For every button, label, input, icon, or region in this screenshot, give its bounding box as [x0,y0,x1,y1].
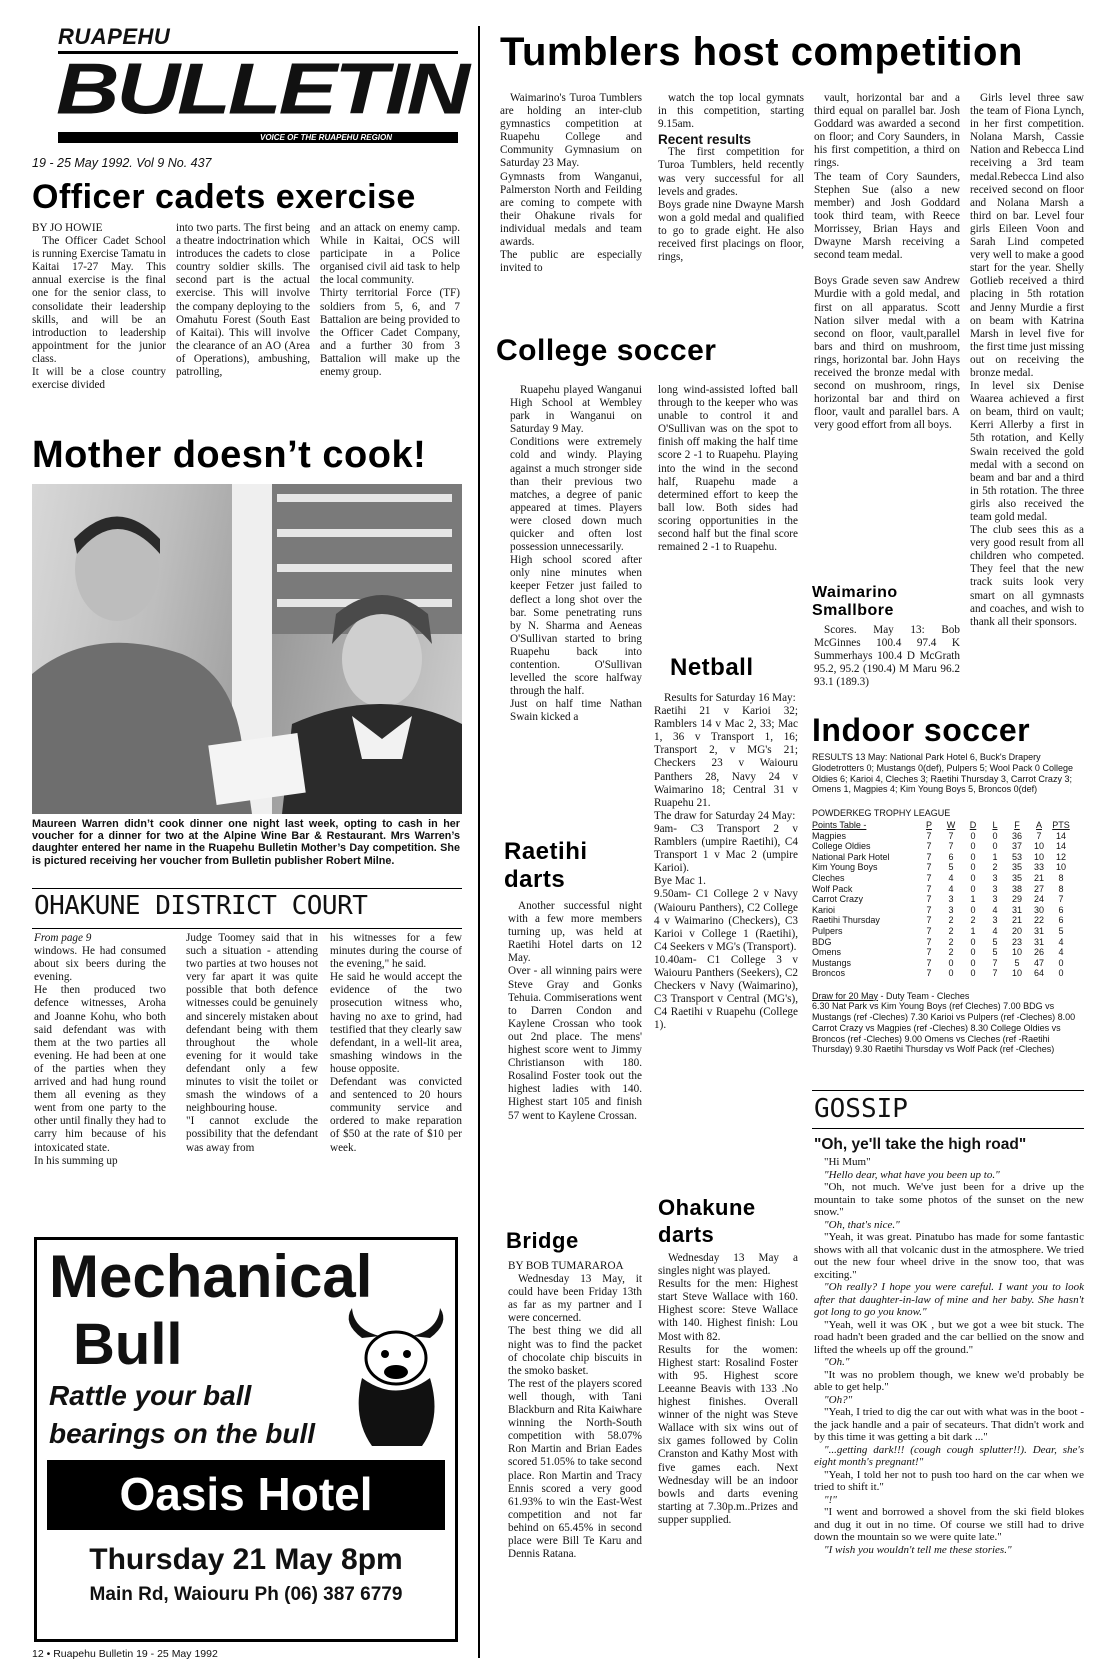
points-header-cell: A [1035,820,1042,830]
gossip-section: GOSSIP [814,1094,908,1124]
gossip-line: "Yeah, I told her not to push too hard on the car when we tried to shift it." [814,1468,1084,1493]
points-cell: 7 [926,936,932,947]
gossip-line: "I wish you wouldn't tell me these stories." [824,1543,1012,1556]
gossip-headline: "Oh, ye'll take the high road" [814,1136,1027,1153]
points-cell: 29 [1011,894,1022,905]
gossip-line: "Oh?" [824,1393,853,1406]
points-cell: 31 [1033,936,1044,947]
court-body-2: Judge Toomey said that in such a situation - attending two parties at two houses not very far apart it was quite possible that both defence witnesses could be genuinely and sincerely mistaken about defendant being with them throughout the whole evening for it would take defendant only a few minutes to visit the toilet or smash the windows of a neighbouring house. "I cannot exclude the possibility that the defendant was away from [186,932,318,1154]
indoor-results: RESULTS 13 May: National Park Hotel 6, Buck's Drapery Glodetrotters 0; Mustangs 0(def), Pulpers 5; Wool Pack 0 College Oldies 6; Karioi 4, Cleches 3; Raetihi Thursday 3, Carrot Crazy 3; Omens 1, Magpies 4; Kim Young Boys 5, Broncos 0(def) [812,752,1073,795]
soccer-col2 [658,384,798,554]
court-headline: OHAKUNE DISTRICT COURT [34,891,368,921]
points-table-row [812,968,1072,979]
mother-headline: Mother doesn’t cook! [32,434,427,476]
points-cell: 7 [992,957,998,968]
points-table-row [812,947,1072,958]
points-cell: 26 [1033,947,1044,958]
points-cell: 0 [970,862,976,873]
points-cell: 0 [970,904,976,915]
points-cell: 3 [992,872,998,883]
points-cell: 0 [970,883,976,894]
gossip-line: "...getting dark!!! (cough cough splutter!!). Dear, she's eight month's pregnant!" [814,1443,1084,1468]
points-cell: 3 [948,904,954,915]
court-body-1: windows. He had consumed about six beers during the evening. He then produced two defence witnesses, Aroha and Joanne Kohu, who both said defendant was with them at the two parties all evening. He had been at one of the parties when they arrived and had hung round them all evening as they went from one party to the other until finally they had to carry him because of his intoxicated state. In his summing up [34,945,166,1167]
cadets-byline: BY JO HOWIE [32,222,103,234]
court-rule-bottom [32,928,462,929]
team-name: Karioi [812,904,836,915]
points-cell: 7 [926,841,932,852]
ad-date: Thursday 21 May 8pm [89,1543,403,1576]
gossip-line: "Oh, that's nice." [824,1218,900,1231]
gossip-line: "It was no problem though, we knew we'd probably be able to get help." [814,1368,1084,1393]
points-cell: 64 [1033,968,1044,979]
points-cell: 6 [1058,915,1064,926]
points-cell: 2 [948,936,954,947]
points-cell: 0 [970,830,976,841]
points-cell: 0 [948,968,954,979]
soccer-col1 [510,384,642,724]
cadets-body-3: and an attack on enemy camp. While in Kaitai, OCS will participate in a Police organised civil aid task to help the local community. Thirty territorial Force (TF) soldiers from 5, 6, and 7 Battalion are being provided to the Officer Cadet Company, and a further 30 from 3 Battalion will make up the enemy group. [320,222,460,379]
points-cell: 7 [926,947,932,958]
points-header-cell: D [969,820,977,830]
points-cell: 30 [1033,904,1044,915]
points-cell: 5 [1014,957,1020,968]
points-cell: 7 [926,915,932,926]
points-header-cell: L [992,820,998,830]
tumblers-body-1: Waimarino's Turoa Tumblers are holding an inter-club gymnastics competition at Ruapehu College and Community Gymnasium on Saturday 23 May. Gymnasts from Wanganui, Palmerston North and Feilding are coming to compete with their Ohakune rivals for individual medals and team awards. The public are especially invited to [500,92,642,275]
points-cell: 3 [948,894,954,905]
mother-photo-illustration [32,484,462,814]
points-cell: 4 [992,925,998,936]
points-cell: 21 [1033,872,1044,883]
masthead-region: RUAPEHU [58,24,171,49]
masthead-title: BULLETIN [56,48,468,130]
ad-box [34,1237,458,1642]
tumblers-col2 [658,92,804,264]
points-cell: 7 [926,968,932,979]
points-cell: 7 [926,894,932,905]
tumblers-col1 [500,92,642,275]
points-cell: 23 [1011,936,1022,947]
points-cell: 4 [992,904,998,915]
bridge-byline: BY BOB TUMARAROA [508,1260,624,1272]
points-cell: 2 [948,925,954,936]
points-cell: 7 [926,851,932,862]
team-name: Kim Young Boys [812,862,878,873]
points-cell: 10 [1011,947,1022,958]
gossip-line: "I went and borrowed a shovel from the ski field blokes and dug it out in no time. Of course we still had to drive down the mountain so we were quite late." [814,1506,1084,1543]
points-header-cell: P [925,820,932,830]
points-cell: 24 [1033,894,1044,905]
team-name: BDG [812,936,832,947]
cadets-headline: Officer cadets exercise [32,178,416,216]
soccer-body-1: Ruapehu played Wanganui High School at Wembley park in Wanganui on Saturday 9 May. Conditions were extremely cold and windy. Playing against a much stronger side than their previous two matches, a degree of panic appeared at times. Players were closed down much quicker and often lost possession unnecessarily. High school scored after only nine minutes when keeper Fetzer just failed to deflect a long shot over the bar. Some penetrating runs by N. Sharma and Aeneas O'Sullivan started to bring Ruapehu back into contention. O'Sullivan levelled the score halfway through the half. Just on half time Nathan Swain kicked a [510,384,642,724]
points-cell: 0 [970,957,976,968]
soccer-headline: College soccer [496,334,717,367]
team-name: Broncos [812,968,846,979]
court-rule-top [32,888,462,889]
points-cell: 7 [926,830,932,841]
gossip-rule-top [812,1090,1084,1091]
points-cell: 7 [1036,830,1042,841]
points-table-row [812,852,1072,863]
masthead [30,24,468,144]
points-cell: 0 [948,957,954,968]
points-table-row [812,915,1072,926]
points-cell: 20 [1011,925,1022,936]
points-cell: 7 [992,968,998,979]
tumblers-headline: Tumblers host competition [500,30,1023,74]
ohakune-col [658,1252,798,1527]
points-cell: 0 [970,872,976,883]
smallbore-headline: Waimarino Smallbore [812,584,898,619]
points-cell: 33 [1033,862,1044,873]
points-header-cell: Points Table - [812,820,867,830]
team-name: Mustangs [812,957,852,968]
points-table-row [812,831,1072,842]
team-name: College Oldies [812,841,871,852]
points-table-row [812,958,1072,969]
points-cell: 7 [1058,894,1064,905]
points-cell: 0 [970,851,976,862]
points-cell: 0 [992,841,998,852]
cadets-col3 [320,222,460,379]
points-cell: 35 [1011,872,1022,883]
bridge-headline: Bridge [506,1228,579,1253]
netball-col [654,692,798,1032]
points-cell: 35 [1011,862,1022,873]
points-cell: 22 [1033,915,1044,926]
ohakune-headline: Ohakune darts [658,1195,756,1247]
tumblers-body-2b: The first competition for Turoa Tumblers, held recently was very successful for all levels and grades. Boys grade nine Dwayne Marsh won a gold medal and qualified to go to grade eight. He also received first placings on floor, rings, [658,146,804,264]
court-from-page: From page 9 [34,932,92,944]
court-col3 [330,932,462,1155]
points-cell: 2 [970,915,976,926]
points-cell: 1 [992,851,998,862]
points-cell: 7 [926,925,932,936]
cadets-body-1: The Officer Cadet School is running Exercise Tamatu in Kaitai 17-27 May. This annual exercise is the final one for the senior class, to consolidate their leadership skills, and will be an introduction to leadership appointment for the junior class. It will be a close country exercise divided [32,235,166,392]
raetihi-headline: Raetihi darts [504,838,588,893]
bull-icon [342,1308,450,1448]
points-cell: 31 [1033,925,1044,936]
team-name: Cleches [812,872,845,883]
gossip-line: "Yeah, well it was OK , but we got a wee bit stuck. The road hadn't been graded and the car bellied on the snow and lifted the wheels up off the ground." [814,1318,1084,1356]
netball-headline: Netball [670,654,754,681]
points-cell: 0 [970,841,976,852]
tumblers-subhead: Recent results [658,132,752,148]
footer: 12 • Ruapehu Bulletin 19 - 25 May 1992 [32,1648,218,1660]
points-cell: 10 [1011,968,1022,979]
indoor-league: POWDERKEG TROPHY LEAGUE [812,808,951,818]
gossip-line: "Hi Mum" [824,1156,871,1168]
points-cell: 8 [1058,872,1064,883]
mother-caption: Maureen Warren didn’t cook dinner one night last week, opting to cash in her voucher for a dinner for two at the Alpine Wine Bar & Restaurant. Mrs Warren’s daughter entered her name in the Ruapehu Bulletin Mother’s Day competition. She is pictured receiving her voucher from Bulletin publisher Robert Milne. [32,818,460,867]
points-cell: 7 [926,862,932,873]
points-cell: 14 [1055,841,1066,852]
team-name: Raetihi Thursday [812,915,880,926]
points-table-row [812,873,1072,884]
ad-line1: Mechanical [49,1243,373,1310]
points-cell: 0 [1058,957,1064,968]
points-table-row [812,937,1072,948]
points-cell: 7 [926,904,932,915]
indoor-draw-label: Draw for 20 May [812,990,879,1001]
court-body-3: his witnesses for a few minutes during the course of the evening," he said. He said he would accept the evidence of the two prosecution witness who, having no axe to grind, had testified that they clearly saw defendant, in a well-lit area, smashing windows in the house opposite. Defendant was convicted and sentenced to 20 hours community service and ordered to make reparation of $50 at the rate of $10 per week. [330,932,462,1154]
points-header-cell: W [946,820,956,830]
points-table-row [812,926,1072,937]
points-cell: 8 [1058,883,1064,894]
points-cell: 2 [948,915,954,926]
gossip-line: "!" [824,1493,837,1506]
points-table-row [812,884,1072,895]
tumblers-body-4: Girls level three saw the team of Fiona Lynch, in her first competition. Nolana Marsh, Cassie Nation and Rebecca Lind receiving a 3rd team medal.Rebecca Lind also received second on floor and Nolana Marsh a third on bar. Level four girls Eileen Voon and Sarah Lind competed very well to make a good start for the year. Shelly Gotlieb received a third placing in 5th rotation and Jenny Murdie a first on beam with Katrina Marsh in level five for the first time just missing out on receiving the bronze medal. In level six Denise Waarea achieved a first on beam, third on vault; Kerri Allerby a first in 5th rotation, and Kelly Swain received the gold medal with a second on beam and bar and a third in 5th rotation. The three girls also received the team gold medal. The club sees this as a very good result from all children who competed. They feel that the new track suits look very smart on all gymnasts and coaches, and wish to thank all their sponsors. [970,92,1085,628]
gossip-line: "Oh." [824,1356,850,1368]
points-cell: 1 [970,925,976,936]
points-cell: 31 [1011,904,1022,915]
indoor-draw-text: - Duty Team - Cleches 6.30 Nat Park vs Kim Young Boys (ref Cleches) 7.00 BDG vs Mustangs (ref -Cleches) 7.30 Karioi vs Pulpers (ref -Cleches) 8.00 Carrot Crazy vs Magpies (ref -Cleches) 8.30 College Oldies vs Broncos (ref -Cleches) 9.00 Omens vs Cleches (ref -Raetihi Thursday) 9.30 Raetihi Thursday vs Wolf Pack (ref -Cleches) [812,990,1076,1055]
bridge-body: Wednesday 13 May, it could have been Friday 13th as far as my partner and I were concerned. The best thing we did all night was to find the packet of chocolate chip biscuits in the smoko basket. The rest of the players scored well though, with Tani Blackburn and Rita Kaiwhare winning the North-South competition with 58.07% Ron Martin and Brian Eades scored 51.05% to take second place. Ron Martin and Tracy Ennis scored a very good 61.93% to win the East-West competition and not far behind on 65.45% in second place were Bill Te Karu and Dennis Ratana. [508,1273,642,1561]
tumblers-col4 [970,92,1084,629]
team-name: Carrot Crazy [812,894,864,905]
soccer-body-2: long wind-assisted lofted ball through to the keeper who was unable to control it and O'Sullivan was on the spot to finish off making the half time score 2 -1 to Ruapehu. Playing into the wind in the second half, Ruapehu made a determined effort to keep the ball low. Both sides had scoring opportunities in the second half but the final score remained 2 -1 to Ruapehu. [658,384,798,554]
cadets-col2 [176,222,310,379]
gossip-line: "Oh really? I hope you were careful. I want you to look after that daughter-in-law of mine and her baby. She hasn't got long to go you know." [814,1281,1084,1318]
points-cell: 37 [1011,841,1022,852]
points-cell: 10 [1033,851,1044,862]
points-cell: 7 [926,883,932,894]
points-cell: 12 [1055,851,1066,862]
points-cell: 36 [1011,830,1022,841]
points-cell: 0 [992,830,998,841]
points-cell: 7 [926,957,932,968]
tumblers-body-3: vault, horizontal bar and a third equal on parallel bar. Josh Goddard was awarded a second on floor; and Cory Saunders, in his first competition, a third on rings. The team of Cory Saunders, Stephen Sue (also a new member) and Josh Goddard took third team, with Reece Morrissey, Brian Hays and Dwayne Marsh receiving a second team medal. Boys Grade seven saw Andrew Murdie with a gold medal, and first on all apparatus. Scott Nation silver medal with a second on floor, vault,parallel bars and third on mushroom, rings, horizontal bar. John Hays received the bronze medal with second on mushroom, rings, horizontal bar and third on floor, vault and parallel bars. A very good effort from all boys. [814,92,960,432]
points-cell: 3 [992,883,998,894]
points-cell: 6 [1058,904,1064,915]
points-cell: 4 [1058,947,1064,958]
points-cell: 10 [1055,862,1066,873]
team-name: National Park Hotel [812,851,890,862]
gossip-line: "Hello dear, what have you been up to." [824,1168,1000,1181]
gossip-line: "Yeah, I tried to dig the car out with what was in the boot - the jack handle and a pair of secateurs. That didn't work and by this time it was getting a bit dark ..." [814,1406,1084,1443]
points-cell: 5 [1058,925,1064,936]
points-cell: 5 [992,947,998,958]
points-cell: 21 [1011,915,1022,926]
team-name: Pulpers [812,925,843,936]
points-table-header [812,820,1072,831]
bridge-col [508,1260,642,1561]
cadets-body-2: into two parts. The first being a theatre indoctrination which introduces the cadets to close country soldier skills. The second part is the actual exercise. This will involve the company deploying to the Omahutu Forest (South East of Kaitai). This will involve the clearance of an AO (Area of Operations), ambushing, patrolling, [176,222,310,379]
smallbore-body: Scores. May 13: Bob McGinnes 100.4 97.4 K Summerhays 100.4 D McGrath 95.2, 95.2 (190.4) M Maru 96.2 93.1 (189.3) [814,624,960,689]
points-cell: 1 [970,894,976,905]
indoor-draw [812,980,1084,1055]
netball-body: Results for Saturday 16 May: Raetihi 21 v Karioi 32; Ramblers 14 v Mac 2, 33; Mac 1, 36 v Transport 1, 16; Transport 2, v MG's 21; Checkers 23 v Waiouru Panthers 28, Navy 24 v Waimarino 18; Central 31 v Ruapehu 21. The draw for Saturday 24 May: 9am- C3 Transport 2 v Ramblers (umpire Raetihi), C4 Transport 1 v Mac 2 (umpire Karioi). Bye Mac 1. 9.50am- C1 College 2 v Navy (Waiouru Panthers), C2 College 4 v Waimarino (Checkers), C3 Karioi v College 1 (Raetihi), C4 Seekers v MG's (Transport). 10.40am- C1 College 3 v Waiouru Panthers (Seekers), C2 Checkers v Navy (Waimarino), C3 Transport v Central (MG's), C4 Raetihi v Ruapehu (College 1). [654,692,798,1032]
ad-line3: Rattle your ball [49,1380,252,1411]
points-cell: 47 [1033,957,1044,968]
raetihi-body: Another successful night with a few more members turning up, was held at Raetihi Hotel darts on 12 May. Over - all winning pairs were Steve Gray and Gonks Tehuia. Commiserations went to Darren Condon and Kaylene Crossan who took out 2nd place. The mens' highest score went to Jimmy Christianson with 180. Rosalind Foster took out the highest ladies with 140. Highest start 105 and finish 57 went to Kaylene Crossan. [508,900,642,1122]
points-cell: 4 [948,883,954,894]
points-header-cell: PTS [1052,820,1070,830]
issue-line: 19 - 25 May 1992. Vol 9 No. 437 [32,156,212,170]
points-cell: 7 [948,830,954,841]
points-table-row [812,894,1072,905]
points-cell: 3 [992,894,998,905]
points-table-row [812,862,1072,873]
points-cell: 10 [1033,841,1044,852]
points-cell: 7 [948,841,954,852]
points-table-row [812,841,1072,852]
ad-venue: Oasis Hotel [119,1468,373,1520]
ad-line4: bearings on the bull [49,1418,316,1449]
points-cell: 4 [948,872,954,883]
points-cell: 0 [970,947,976,958]
points-cell: 0 [1058,968,1064,979]
points-header-cell: F [1014,820,1020,830]
masthead-tagline: VOICE OF THE RUAPEHU REGION [260,133,393,142]
points-cell: 2 [992,862,998,873]
points-cell: 7 [926,872,932,883]
points-cell: 5 [948,862,954,873]
cadets-col1 [32,222,166,392]
gossip-line: "Oh, not much. We've just been for a drive up the mountain to take some photos of the sunset on the new snow." [814,1181,1084,1218]
points-cell: 2 [948,947,954,958]
points-table [812,820,1072,979]
points-cell: 27 [1033,883,1044,894]
points-cell: 14 [1055,830,1066,841]
points-table-row [812,905,1072,916]
raetihi-col [508,900,642,1123]
smallbore-col [814,624,960,689]
court-col2 [186,932,318,1155]
ohakune-body: Wednesday 13 May a singles night was played. Results for the men: Highest start Steve Wallace with 160. Highest score: Steve Wallace with 140. Highest finish: Lou Most with 82. Results for the women: Highest start: Rosalind Foster with 95. Highest score Leeanne Beavis with 133 .No highest finishes. Overall winner of the night was Steve Wallace with six wins out of six games followed by Colin Cranston and Kathy Most with five games each. Next Wednesday will be an indoor bowls and darts evening starting at 7.30p.m..Prizes and supper supplied. [658,1252,798,1526]
ad-address: Main Rd, Waiouru Ph (06) 387 6779 [89,1584,403,1605]
points-cell: 6 [948,851,954,862]
team-name: Omens [812,947,842,958]
points-cell: 38 [1011,883,1022,894]
team-name: Magpies [812,830,847,841]
court-col1 [34,932,166,1168]
points-cell: 0 [970,936,976,947]
indoor-headline: Indoor soccer [812,712,1031,748]
points-cell: 53 [1011,851,1022,862]
points-cell: 5 [992,936,998,947]
gossip-rule-bottom [812,1128,1084,1129]
gossip-line: "Yeah, it was great. Pinatubo has made for some fantastic shows with all that volcanic dust in the atmosphere. We tried out the new four wheel drive in the snow too, that was exciting." [814,1231,1084,1281]
tumblers-col3 [814,92,960,432]
gossip-body [814,1156,1084,1556]
team-name: Wolf Pack [812,883,853,894]
points-cell: 0 [970,968,976,979]
points-cell: 3 [992,915,998,926]
points-cell: 4 [1058,936,1064,947]
column-divider [478,26,480,1658]
ad-line2: Bull [73,1312,183,1377]
mother-photo [32,484,462,814]
masthead-tagline-bar [58,132,458,143]
tumblers-body-2a: watch the top local gymnats in this competition, starting 9.15am. [658,92,804,131]
